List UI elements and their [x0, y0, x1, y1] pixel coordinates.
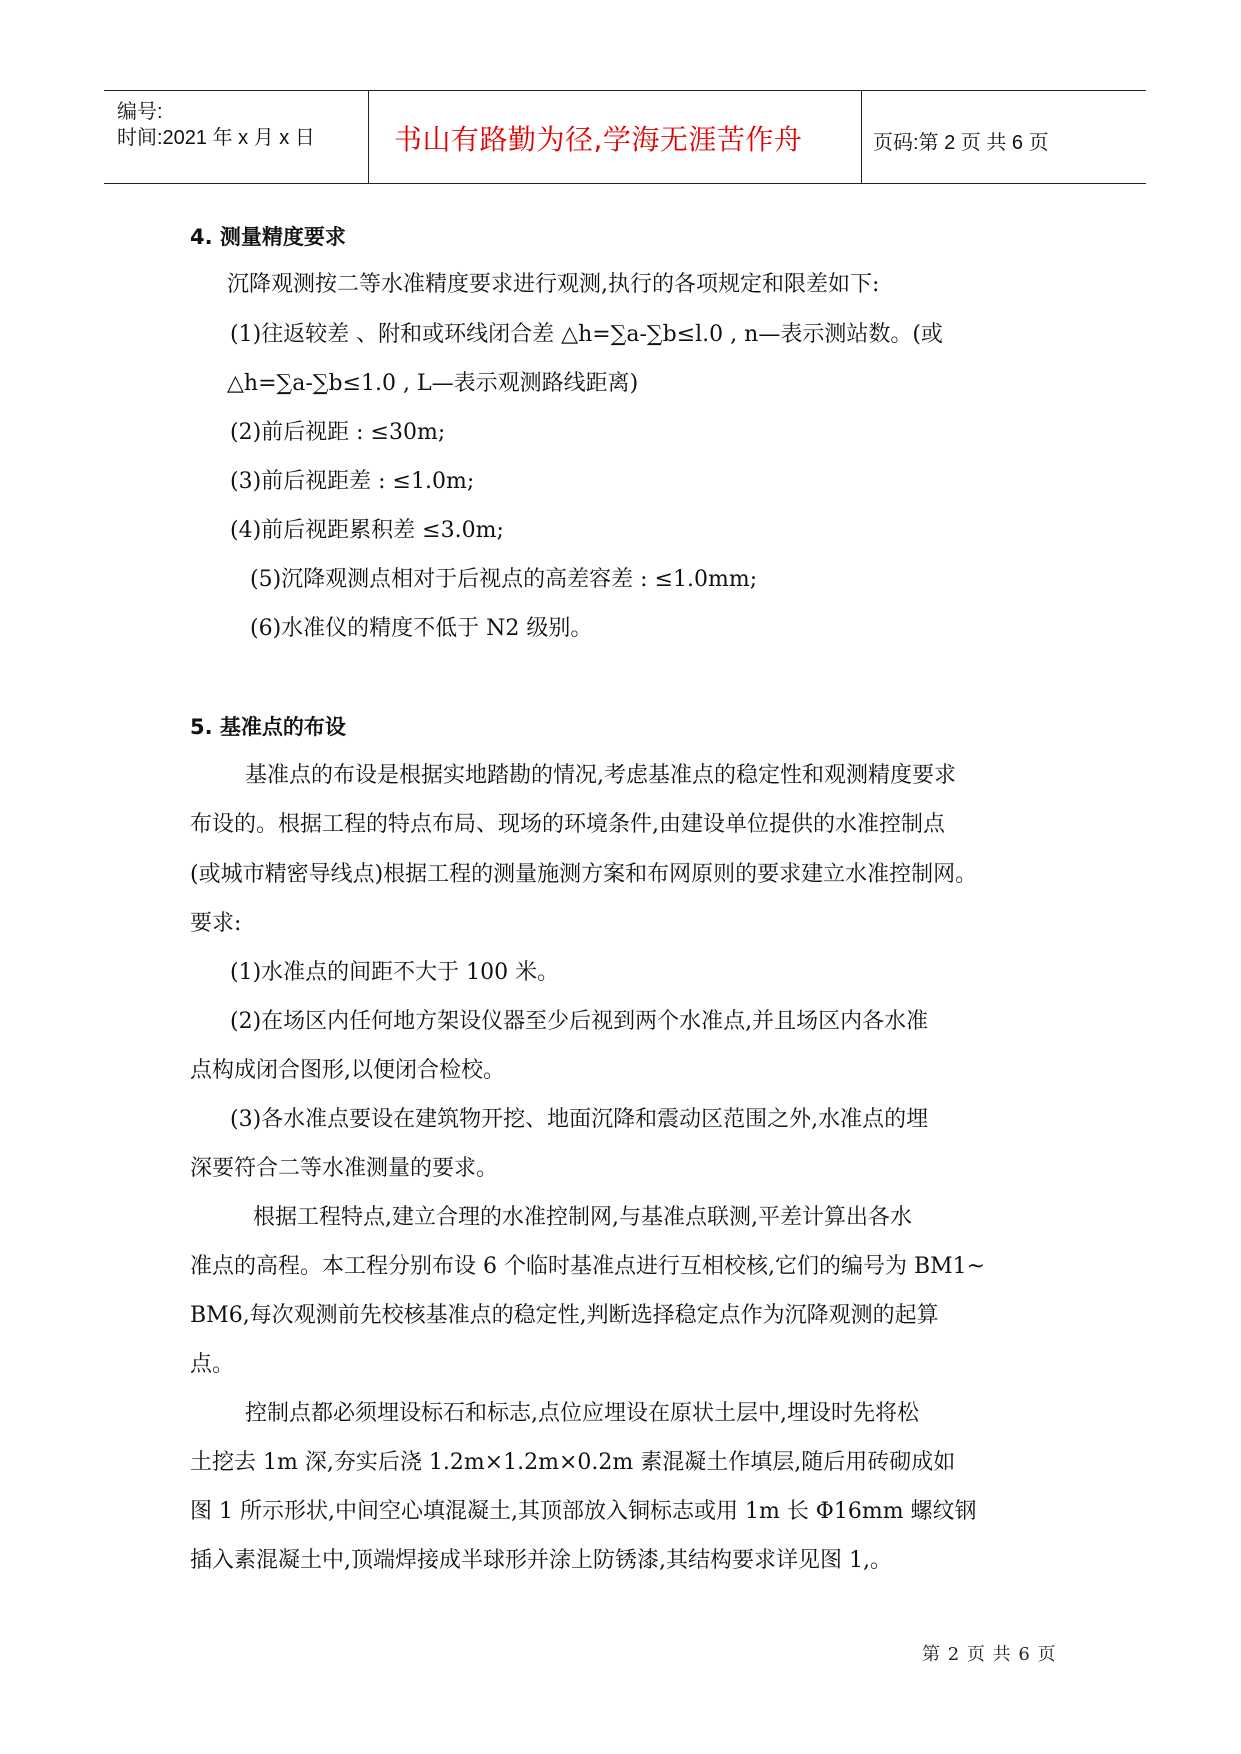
body-line: 点。 [190, 1352, 235, 1377]
body-line: 深要符合二等水准测量的要求。 [190, 1156, 499, 1181]
section-heading-5: 5. 基准点的布设 [190, 715, 346, 739]
body-line: (或城市精密导线点)根据工程的测量施测方案和布网原则的要求建立水准控制网。 [190, 862, 978, 887]
body-line: 图 1 所示形状,中间空心填混凝土,其顶部放入铜标志或用 1m 长 Φ16mm 螺纹钢 [190, 1499, 977, 1524]
body-line: 点构成闭合图形,以便闭合检校。 [190, 1058, 505, 1083]
body-line: 布设的。根据工程的特点布局、现场的环境条件,由建设单位提供的水准控制点 [190, 812, 945, 837]
footer-page-number: 第 2 页 共 6 页 [922, 1644, 1057, 1665]
body-line: (4)前后视距累积差 ≤3.0m; [230, 518, 504, 543]
body-line: 沉降观测按二等水准精度要求进行观测,执行的各项规定和限差如下: [227, 272, 880, 297]
header-top-rule [104, 90, 1146, 91]
body-line: (5)沉降观测点相对于后视点的高差容差 : ≤1.0mm; [250, 567, 758, 592]
header-page-label: 页码:第 2 页 共 6 页 [873, 132, 1049, 154]
body-line: (6)水准仪的精度不低于 N2 级别。 [250, 616, 593, 641]
body-line: (1)往返较差 、附和或环线闭合差 △h=∑a-∑b≤l.0 , n—表示测站数。(或 [230, 322, 943, 347]
header-time-label: 时间:2021 年 x 月 x 日 [117, 127, 315, 149]
header-number-label: 编号: [117, 101, 163, 123]
header-bottom-rule [104, 183, 1146, 184]
body-line: △h=∑a-∑b≤1.0 , L—表示观测路线距离) [227, 371, 639, 396]
body-line: 基准点的布设是根据实地踏勘的情况,考虑基准点的稳定性和观测精度要求 [245, 763, 956, 788]
section-heading-4: 4. 测量精度要求 [190, 225, 346, 249]
body-line: 插入素混凝土中,顶端焊接成半球形并涂上防锈漆,其结构要求详见图 1,。 [190, 1548, 892, 1573]
header-divider-right [861, 90, 862, 183]
body-line: (1)水准点的间距不大于 100 米。 [230, 960, 560, 985]
body-line: (2)前后视距 : ≤30m; [230, 420, 446, 445]
body-line: 土挖去 1m 深,夯实后浇 1.2m×1.2m×0.2m 素混凝土作填层,随后用砖砌成如 [190, 1450, 956, 1475]
body-line: 准点的高程。本工程分别布设 6 个临时基准点进行互相校核,它们的编号为 BM1~ [190, 1254, 986, 1279]
body-line: (3)各水准点要设在建筑物开挖、地面沉降和震动区范围之外,水准点的埋 [230, 1107, 929, 1132]
body-line: 控制点都必须埋设标石和标志,点位应埋设在原状土层中,埋设时先将松 [245, 1401, 919, 1426]
body-line: 要求: [190, 911, 242, 936]
body-line: 根据工程特点,建立合理的水准控制网,与基准点联测,平差计算出各水 [253, 1205, 912, 1230]
header-motto: 书山有路勤为径,学海无涯苦作舟 [394, 123, 803, 156]
header-divider-left [368, 90, 369, 183]
body-line: BM6,每次观测前先校核基准点的稳定性,判断选择稳定点作为沉降观测的起算 [190, 1303, 939, 1328]
body-line: (2)在场区内任何地方架设仪器至少后视到两个水准点,并且场区内各水准 [230, 1009, 929, 1034]
body-line: (3)前后视距差 : ≤1.0m; [230, 469, 475, 494]
